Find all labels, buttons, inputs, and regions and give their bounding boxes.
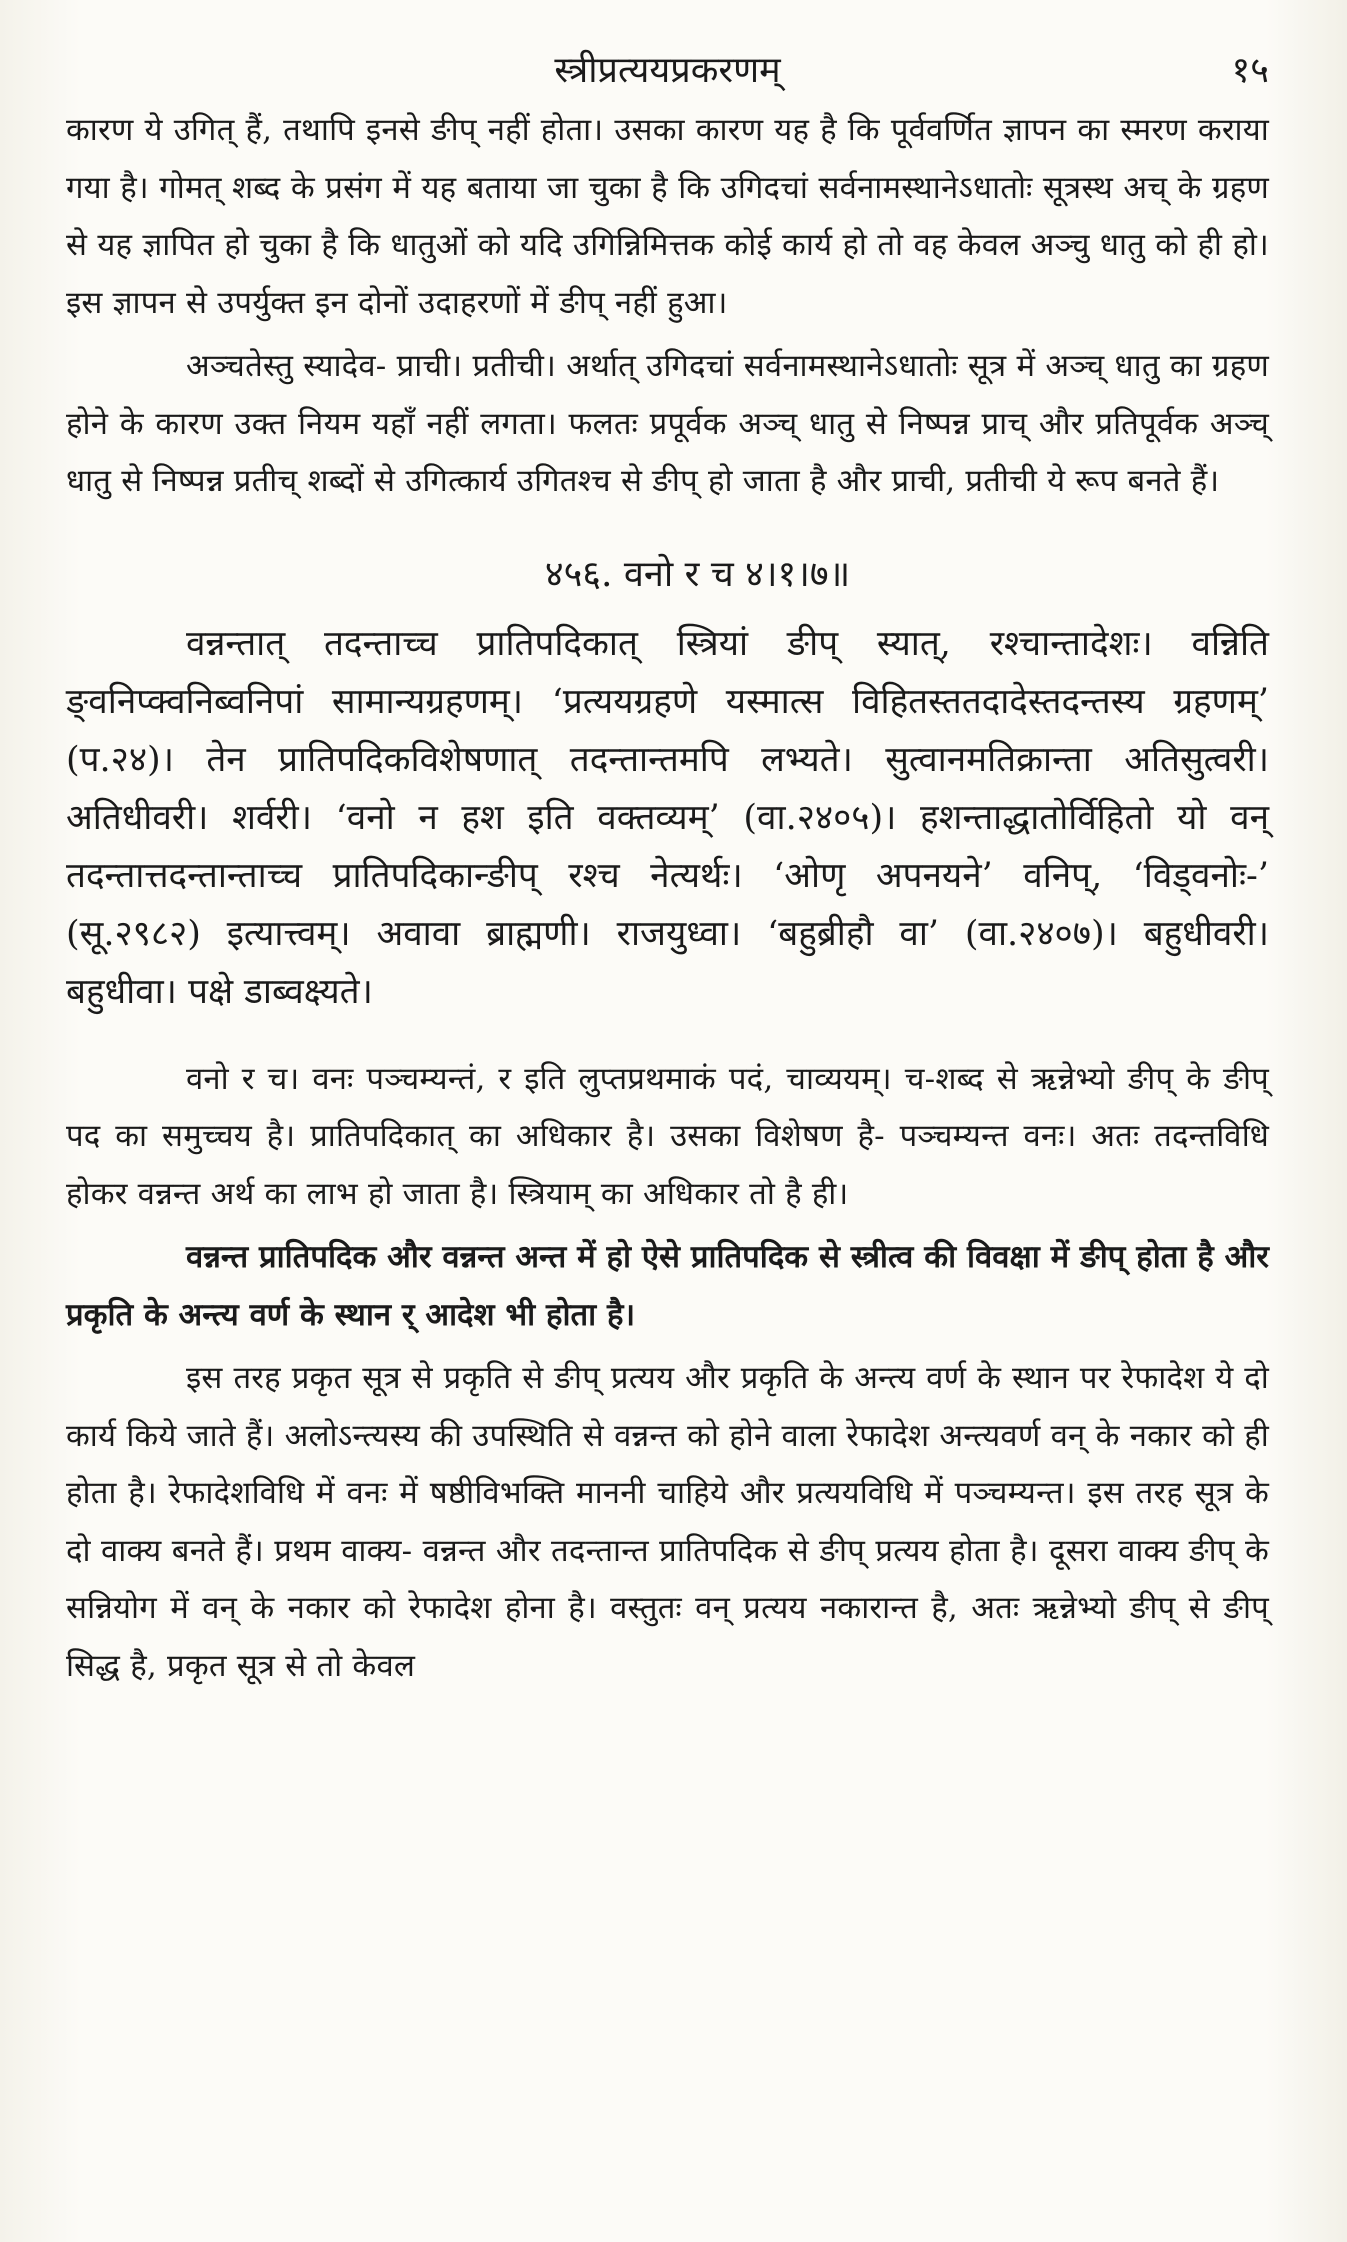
- sutra-heading: ४५६. वनो र च ४।१।७॥: [544, 553, 851, 595]
- paragraph-explanation: इस तरह प्रकृत सूत्र से प्रकृति से ङीप् प्रत्यय और प्रकृति के अन्त्य वर्ण के स्थान पर रेफादेश ये दो कार्य किये जाते हैं। अलोऽन्त्यस्य की उपस्थिति से वन्नन्त को होने वाला रेफादेश अन्त्यवर्ण वन् के नकार को ही होता है। रेफादेशविधि में वनः में षष्ठीविभक्ति माननी चाहिये और प्रत्ययविधि में पञ्चम्यन्त। इस तरह सूत्र के दो वाक्य बनते हैं। प्रथम वाक्य- वन्नन्त और तदन्तान्त प्रातिपदिक से ङीप् प्रत्यय होता है। दूसरा वाक्य ङीप् के सन्नियोग में वन् के नकार को रेफादेश होना है। वस्तुतः वन् प्रत्यय नकारान्त है, अतः ऋन्नेभ्यो ङीप् से ङीप् सिद्ध है, प्रकृत सूत्र से तो केवल: [66, 1360, 1269, 1684]
- page-number: १५: [1231, 50, 1269, 91]
- chapter-title: स्त्रीप्रत्ययप्रकरणम्: [554, 50, 781, 91]
- vrtti-block: [66, 615, 1269, 1021]
- vrtti-text: वन्नन्तात् तदन्ताच्च प्रातिपदिकात् स्त्रियां ङीप् स्यात्, रश्चान्तादेशः। वन्निति ङ्वनिप्क्वनिब्वनिपां सामान्यग्रहणम्। ‘प्रत्ययग्रहणे यस्मात्स विहितस्ततदादेस्तदन्तस्य ग्रहणम्’ (प.२४)। तेन प्रातिपदिकविशेषणात् तदन्तान्तमपि लभ्यते। सुत्वानमतिक्रान्ता अतिसुत्वरी। अतिधीवरी। शर्वरी। ‘वनो न हश इति वक्तव्यम्’ (वा.२४०५)। हशन्ताद्धातोर्विहितो यो वन् तदन्तात्तदन्तान्ताच्च प्रातिपदिकान्ङीप् रश्च नेत्यर्थः। ‘ओणृ अपनयने’ वनिप्, ‘विड्वनोः-’ (सू.२९८२) इत्यात्त्वम्। अवावा ब्राह्मणी। राजयुध्वा। ‘बहुब्रीहौ वा’ (वा.२४०७)। बहुधीवरी। बहुधीवा। पक्षे डाब्वक्ष्यते।: [66, 623, 1269, 1012]
- paragraph-continuation: कारण ये उगित् हैं, तथापि इनसे ङीप् नहीं होता। उसका कारण यह है कि पूर्ववर्णित ज्ञापन का स्मरण कराया गया है। गोमत् शब्द के प्रसंग में यह बताया जा चुका है कि उगिदचां सर्वनामस्थानेऽधातोः सूत्रस्थ अच् के ग्रहण से यह ज्ञापित हो चुका है कि धातुओं को यदि उगिन्निमित्तक कोई कार्य हो तो वह केवल अञ्चु धातु को ही हो। इस ज्ञापन से उपर्युक्त इन दोनों उदाहरणों में ङीप् नहीं हुआ।: [66, 112, 1269, 321]
- running-head: [66, 40, 1269, 102]
- paragraph-pada-analysis: वनो र च। वनः पञ्चम्यन्तं, र इति लुप्तप्रथमाकं पदं, चाव्ययम्। च-शब्द से ऋन्नेभ्यो ङीप् के ङीप् पद का समुच्चय है। प्रातिपदिकात् का अधिकार है। उसका विशेषण है- पञ्चम्यन्त वनः। अतः तदन्तविधि होकर वन्नन्त अर्थ का लाभ हो जाता है। स्त्रियाम् का अधिकार तो है ही।: [66, 1060, 1269, 1212]
- paragraph-sutra-meaning: वन्नन्त प्रातिपदिक और वन्नन्त अन्त में हो ऐसे प्रातिपदिक से स्त्रीत्व की विवक्षा में ङीप् होता है और प्रकृति के अन्त्य वर्ण के स्थान र् आदेश भी होता है।: [66, 1239, 1269, 1333]
- paragraph-prachi-pratichi: अञ्चतेस्तु स्यादेव- प्राची। प्रतीची। अर्थात् उगिदचां सर्वनामस्थानेऽधातोः सूत्र में अञ्च् धातु का ग्रहण होने के कारण उक्त नियम यहाँ नहीं लगता। फलतः प्रपूर्वक अञ्च् धातु से निष्पन्न प्राच् और प्रतिपूर्वक अञ्च् धातु से निष्पन्न प्रतीच् शब्दों से उगित्कार्य उगितश्च से ङीप् हो जाता है और प्राची, प्रतीची ये रूप बनते हैं।: [66, 348, 1269, 499]
